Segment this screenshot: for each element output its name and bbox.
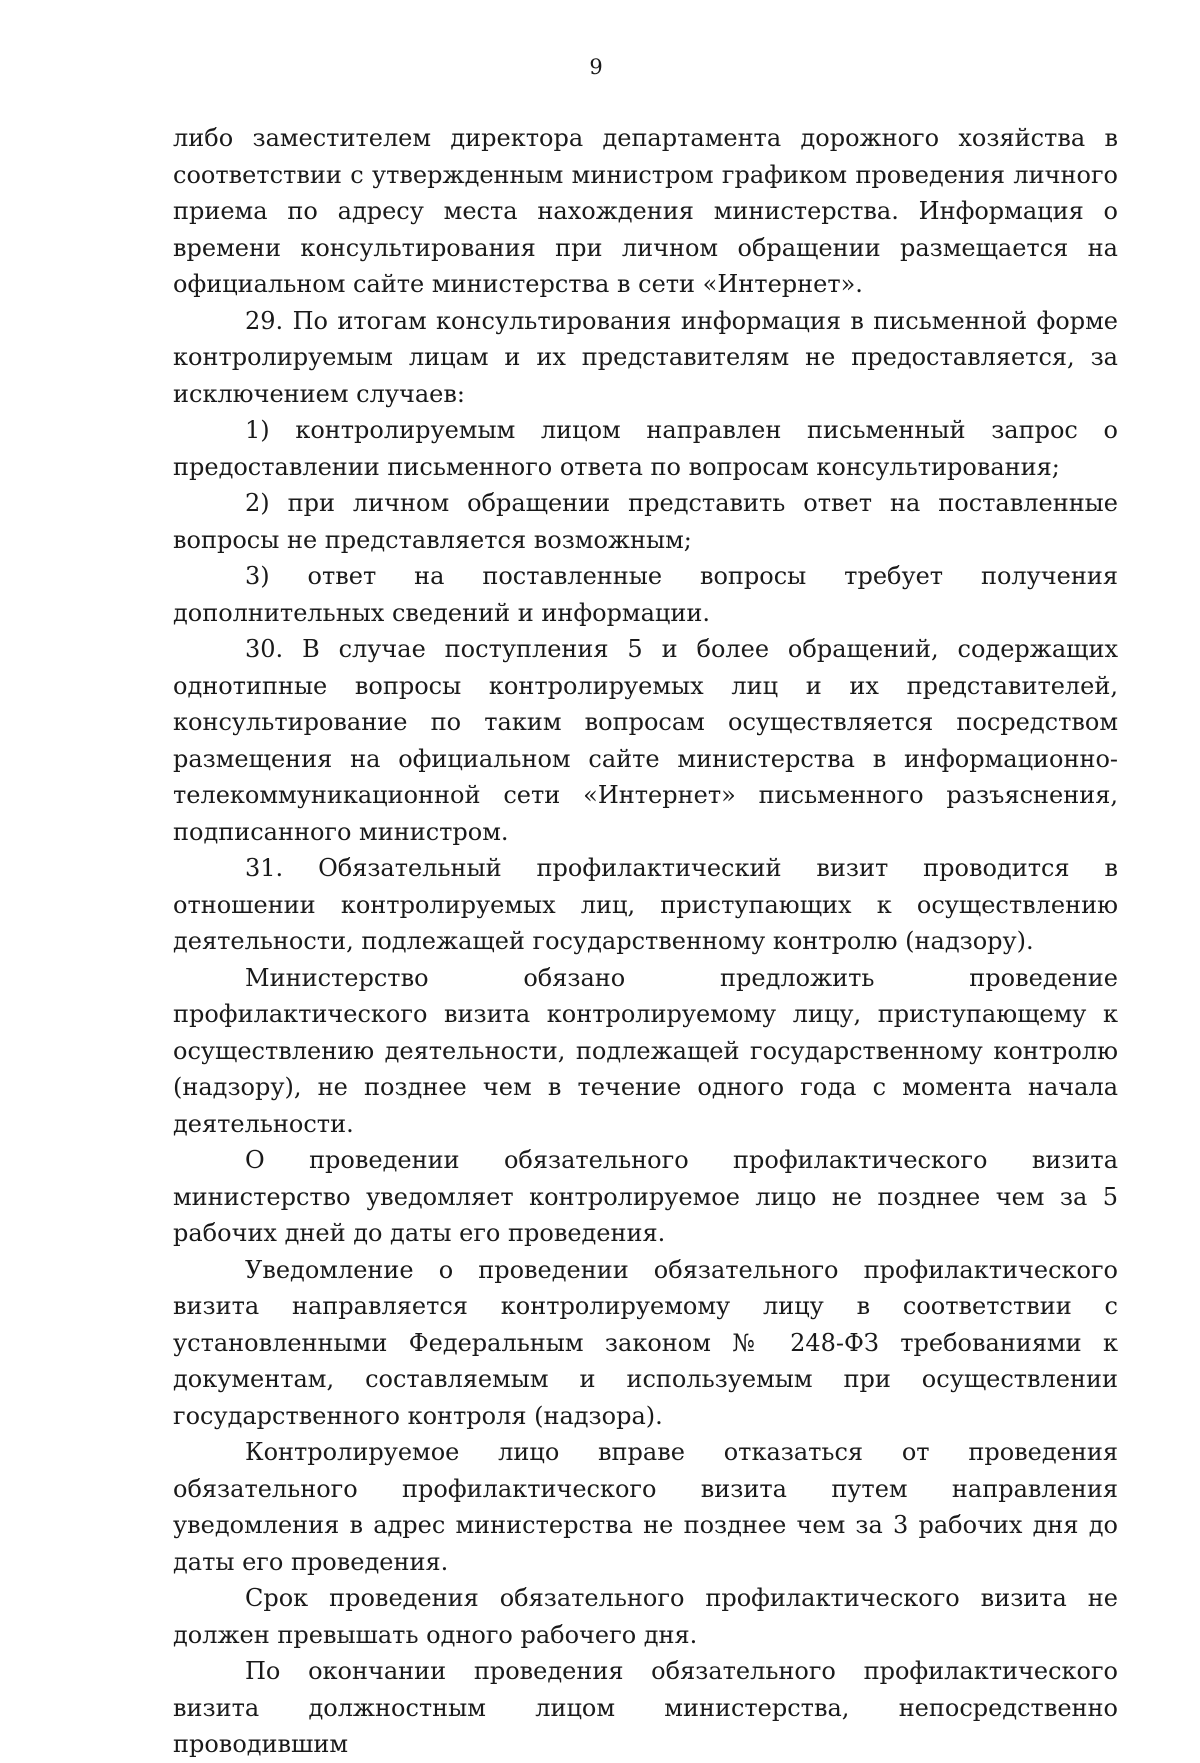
paragraph-29: 29. По итогам консультирования информация в письменной форме контролируемым лицам и их представителям не предоставляется, за исключением случаев: [173, 306, 1118, 408]
paragraph-notice-requirements: Уведомление о проведении обязательного профилактического визита направляется контролируемому лицу в соответствии с установленными Федеральным законом № 248-ФЗ требованиями к документам, составляемым и используемым при осуществлении государственного контроля (надзора). [173, 1255, 1118, 1430]
paragraph-30: 30. В случае поступления 5 и более обращений, содержащих однотипные вопросы контролируемых лиц и их представителей, консультирование по таким вопросам осуществляется посредством размещения на официальном сайте министерства в информационно-телекоммуникационной сети «Интернет» письменного разъяснения, подписанного министром. [173, 635, 1118, 846]
paragraph-completion: По окончании проведения обязательного профилактического визита должностным лицом министерства, непосредственно проводившим [173, 1657, 1118, 1758]
paragraph-refusal: Контролируемое лицо вправе отказаться от проведения обязательного профилактического визита путем направления уведомления в адрес министерства не позднее чем за 3 рабочих дня до даты его проведения. [173, 1438, 1118, 1576]
paragraph-notification: О проведении обязательного профилактического визита министерство уведомляет контролируемое лицо не позднее чем за 5 рабочих дней до даты его проведения. [173, 1146, 1118, 1247]
paragraph-ministry-obligation: Министерство обязано предложить проведение профилактического визита контролируемому лицу, приступающему к осуществлению деятельности, подлежащей государственному контролю (надзору), не позднее чем в течение одного года с момента начала деятельности. [173, 963, 1118, 1138]
list-item-2: 2) при личном обращении представить ответ на поставленные вопросы не представляется возможным; [173, 489, 1118, 554]
list-item-1: 1) контролируемым лицом направлен письменный запрос о предоставлении письменного ответа по вопросам консультирования; [173, 416, 1118, 481]
document-body [173, 120, 1118, 1763]
paragraph-continuation: либо заместителем директора департамента дорожного хозяйства в соответствии с утвержденным министром графиком проведения личного приема по адресу места нахождения министерства. Информация о времени консультирования при личном обращении размещается на официальном сайте министерства в сети «Интернет». [173, 124, 1118, 298]
paragraph-duration: Срок проведения обязательного профилактического визита не должен превышать одного рабочего дня. [173, 1584, 1118, 1649]
page-number: 9 [589, 55, 603, 79]
list-item-3: 3) ответ на поставленные вопросы требует получения дополнительных сведений и информации. [173, 562, 1118, 627]
paragraph-31: 31. Обязательный профилактический визит проводится в отношении контролируемых лиц, приступающих к осуществлению деятельности, подлежащей государственному контролю (надзору). [173, 854, 1118, 955]
